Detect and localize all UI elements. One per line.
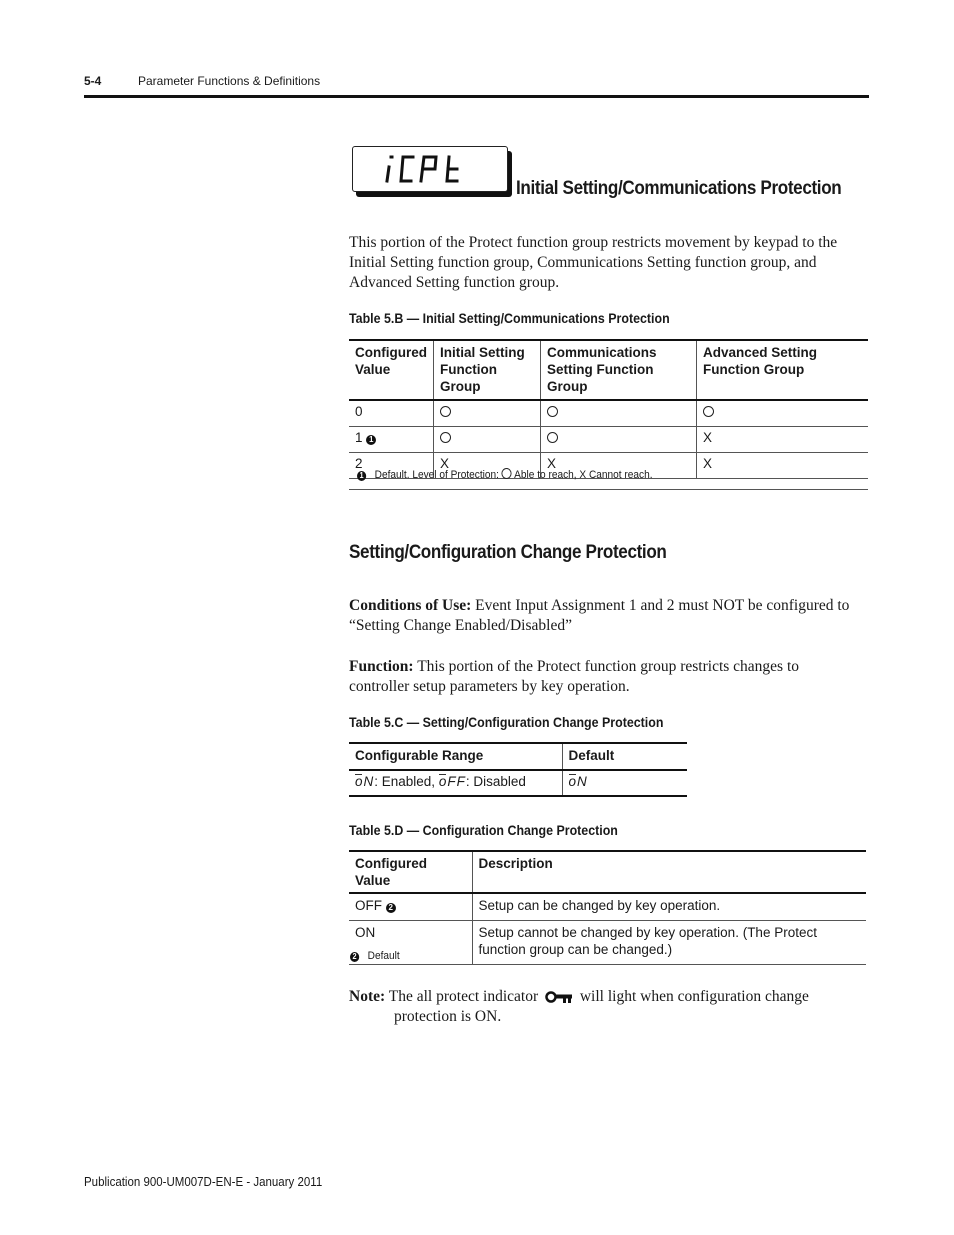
- conditions-paragraph: [349, 596, 859, 636]
- col-configurable-range: Configurable Range: [349, 743, 562, 770]
- col-configured-value: Configured Value: [349, 340, 434, 400]
- cell: [434, 400, 541, 426]
- table-5d-footnote: 2 Default: [350, 950, 400, 962]
- circle-reach-icon: [440, 406, 451, 417]
- intro-paragraph: This portion of the Protect function group restricts movement by keypad to the Initial Setting function group, Communications Setting function group, and Advanced Setting function group.: [349, 234, 838, 291]
- header-rule: [84, 95, 869, 98]
- lcd-code-graphic: [383, 153, 479, 185]
- cell: X: [434, 452, 541, 478]
- conditions-label: Conditions of Use:: [349, 597, 472, 614]
- table-5c: [349, 742, 687, 797]
- circle-reach-icon: [547, 432, 558, 443]
- circle-reach-icon: [440, 432, 451, 443]
- table-5b-caption: Table 5.B — Initial Setting/Communications Protection: [349, 311, 670, 326]
- col-communications-setting: Communications Setting Function Group: [541, 340, 697, 400]
- function-paragraph: [349, 657, 859, 697]
- table-5b-footnote: 1 Default. Level of Protection: Able to reach, X Cannot reach.: [357, 468, 653, 481]
- cell-default: [562, 770, 687, 796]
- page-number: 5-4: [84, 74, 102, 88]
- cell: 2: [349, 452, 434, 478]
- lcd-display-icpt: [352, 146, 508, 192]
- cell: [541, 426, 697, 452]
- running-title: Parameter Functions & Definitions: [138, 74, 321, 88]
- col-configured-value: Configured Value: [349, 851, 472, 893]
- lcd-on-code: oN: [568, 774, 588, 789]
- table-header-row: [349, 340, 868, 400]
- cell: [541, 400, 697, 426]
- cell: [434, 426, 541, 452]
- section-heading-initial-setting: Initial Setting/Communications Protection: [516, 178, 842, 199]
- cell: Setup can be changed by key operation.: [472, 893, 866, 920]
- publication-footer: Publication 900-UM007D-EN-E - January 2011: [84, 1175, 323, 1189]
- circle-reach-icon: [502, 468, 512, 479]
- cell: 0: [355, 404, 363, 419]
- table-5b: [349, 339, 868, 479]
- cell: 1 1: [349, 426, 434, 452]
- table-row: [349, 893, 866, 920]
- col-advanced-setting: Advanced Setting Function Group: [697, 340, 869, 400]
- col-initial-setting: Initial Setting Function Group: [434, 340, 541, 400]
- cell: Setup cannot be changed by key operation. (The Protect function group can be changed.): [472, 920, 866, 964]
- section-heading-setting-change: Setting/Configuration Change Protection: [349, 542, 667, 563]
- cell: X: [697, 452, 869, 478]
- cell: X: [697, 426, 869, 452]
- key-icon: [545, 990, 573, 1004]
- footnote-marker-2: 2: [350, 952, 359, 962]
- footnote-marker-1: 1: [357, 471, 366, 481]
- col-default: Default: [562, 743, 687, 770]
- table-5c-caption: Table 5.C — Setting/Configuration Change Protection: [349, 715, 664, 730]
- cell: ON: [349, 920, 472, 964]
- table-header-row: [349, 743, 687, 770]
- table-row: [349, 400, 868, 426]
- cell-range: oN: Enabled, oFF: Disabled: [355, 774, 526, 789]
- function-label: Function:: [349, 658, 414, 675]
- note-paragraph: Note: The all protect indicator will light when configuration change protection is ON.: [349, 988, 809, 1025]
- table-row: [349, 770, 687, 796]
- col-description: Description: [472, 851, 866, 893]
- lcd-on-code: oN: [355, 774, 375, 789]
- cell: OFF 2: [349, 893, 472, 920]
- table-row: [349, 920, 866, 964]
- lcd-off-code: oFF: [438, 774, 466, 789]
- cell: X: [541, 452, 697, 478]
- function-text: This portion of the Protect function group restricts changes to controller setup parameters by key operation.: [349, 658, 800, 695]
- note-label: Note:: [349, 988, 386, 1005]
- circle-reach-icon: [703, 406, 714, 417]
- table-row: [349, 426, 868, 452]
- table-5d: [349, 850, 866, 965]
- cell: [697, 400, 869, 426]
- footnote-marker-2: 2: [386, 903, 396, 913]
- table-5d-caption: Table 5.D — Configuration Change Protection: [349, 823, 618, 838]
- conditions-text: Event Input Assignment 1 and 2 must NOT be configured to “Setting Change Enabled/Disabled”: [349, 597, 850, 634]
- circle-reach-icon: [547, 406, 558, 417]
- table-header-row: [349, 851, 866, 893]
- footnote-marker-1: 1: [366, 435, 376, 445]
- footnote-rule: [349, 489, 868, 490]
